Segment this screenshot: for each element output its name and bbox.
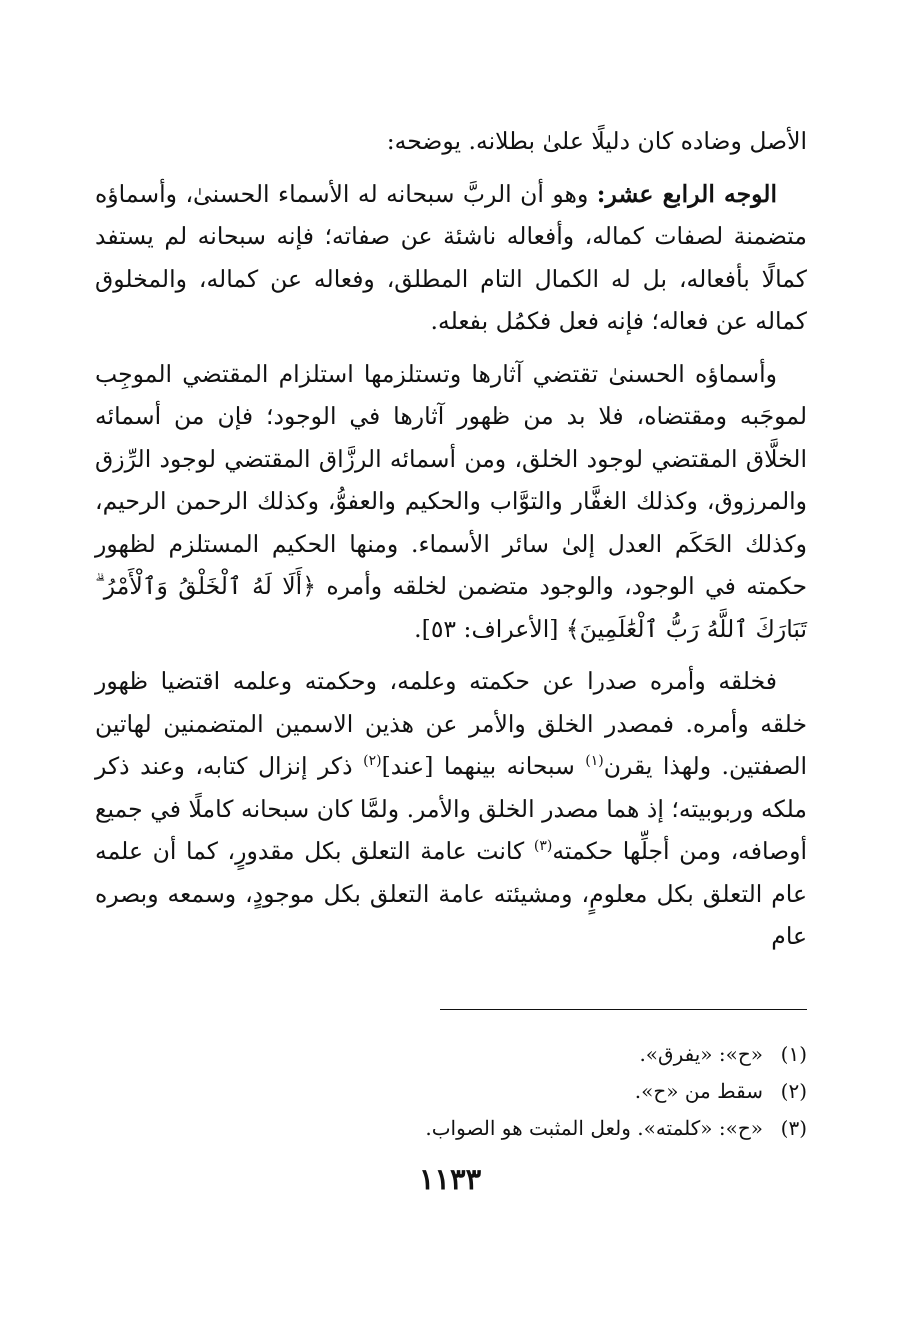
footnote-item [300, 1073, 807, 1110]
footnote-number: (١) [780, 1042, 807, 1066]
footnote-item [300, 1110, 807, 1147]
paragraph-continuation [95, 120, 807, 163]
paragraph-creation-command [95, 660, 807, 958]
footnote-text: «ح»: «كلمته». ولعل المثبت هو الصواب. [425, 1116, 763, 1140]
footnote-marker[interactable]: (١) [585, 753, 604, 770]
verse-citation: [الأعراف: ٥٣]. [414, 614, 566, 643]
footnote-text: سقط من «ح». [634, 1079, 763, 1103]
paragraph-divine-names [95, 353, 807, 651]
paragraph-text: فخلقه وأمره صدرا عن حكمته وعلمه، وحكمته وعلمه اقتضيا ظهور خلقه وأمره. فمصدر الخلق والأمر عن هذين الاسمين المتضمنين لهاتين الصفتين. ولهذا يقرن [95, 667, 808, 780]
paragraph-text: ذكر إنزال كتابه، وعند ذكر ملكه وربوبيته؛ إذ هما مصدر الخلق والأمر. ولمَّا كان سبحانه كاملًا في جميع أوصافه، ومن أجلِّها حكمته [95, 752, 807, 865]
footnote-marker[interactable]: (٣) [533, 838, 553, 855]
paragraph-text: كانت عامة التعلق بكل مقدورٍ، كما أن علمه عام التعلق بكل معلومٍ، ومشيئته عامة التعلق بكل موجودٍ، وسمعه وبصره عام [95, 837, 807, 950]
section-heading: الوجه الرابع عشر: [596, 179, 777, 208]
quran-verse: ﴿أَلَا لَهُ ٱلْخَلْقُ وَٱلْأَمْرُ ۗ تَبَارَكَ ٱللَّهُ رَبُّ ٱلْعَٰلَمِينَ﴾ [95, 572, 807, 643]
page-number: ١١٣٣ [418, 1162, 482, 1196]
paragraph-fourteenth-aspect [95, 173, 807, 343]
paragraph-text: وأسماؤه الحسنىٰ تقتضي آثارها وتستلزمها استلزام المقتضي الموجِب لموجَبه ومقتضاه، فلا بد من ظهور آثارها في الوجود؛ فإن من أسمائه الخلَّاق المقتضي لوجود الخلق، ومن أسمائه الرزَّاق المقتضي لوجود الرِّزق والمرزوق، وكذلك الغفَّار والتوَّاب والحكيم والعفوُّ، وكذلك الرحمن الرحيم، وكذلك الحَكَم العدل إلىٰ سائر الأسماء. ومنها الحكيم المستلزم لظهور حكمته في الوجود، والوجود متضمن لخلقه وأمره [95, 359, 808, 600]
paragraph-text: سبحانه بينهما [عند] [381, 752, 586, 780]
footnote-text: «ح»: «يفرق». [639, 1042, 763, 1066]
footnote-number: (٣) [780, 1116, 807, 1140]
footnote-item [300, 1036, 807, 1073]
footnotes [300, 1036, 807, 1147]
footnote-separator [440, 1009, 807, 1010]
paragraph-text: وهو أن الربَّ سبحانه له الأسماء الحسنىٰ، وأسماؤه متضمنة لصفات كماله، وأفعاله ناشئة عن صفاته؛ فإنه سبحانه لم يستفد كمالًا بأفعاله، بل له الكمال التام المطلق، وفعاله عن كماله، والمخلوق كماله عن فعاله؛ فإنه فعل فكمُل بفعله. [95, 179, 807, 335]
footnote-marker[interactable]: (٢) [363, 753, 382, 770]
main-text [95, 120, 807, 958]
paragraph-text: الأصل وضاده كان دليلًا علىٰ بطلانه. يوضحه: [386, 127, 807, 155]
footnote-number: (٢) [780, 1079, 807, 1103]
